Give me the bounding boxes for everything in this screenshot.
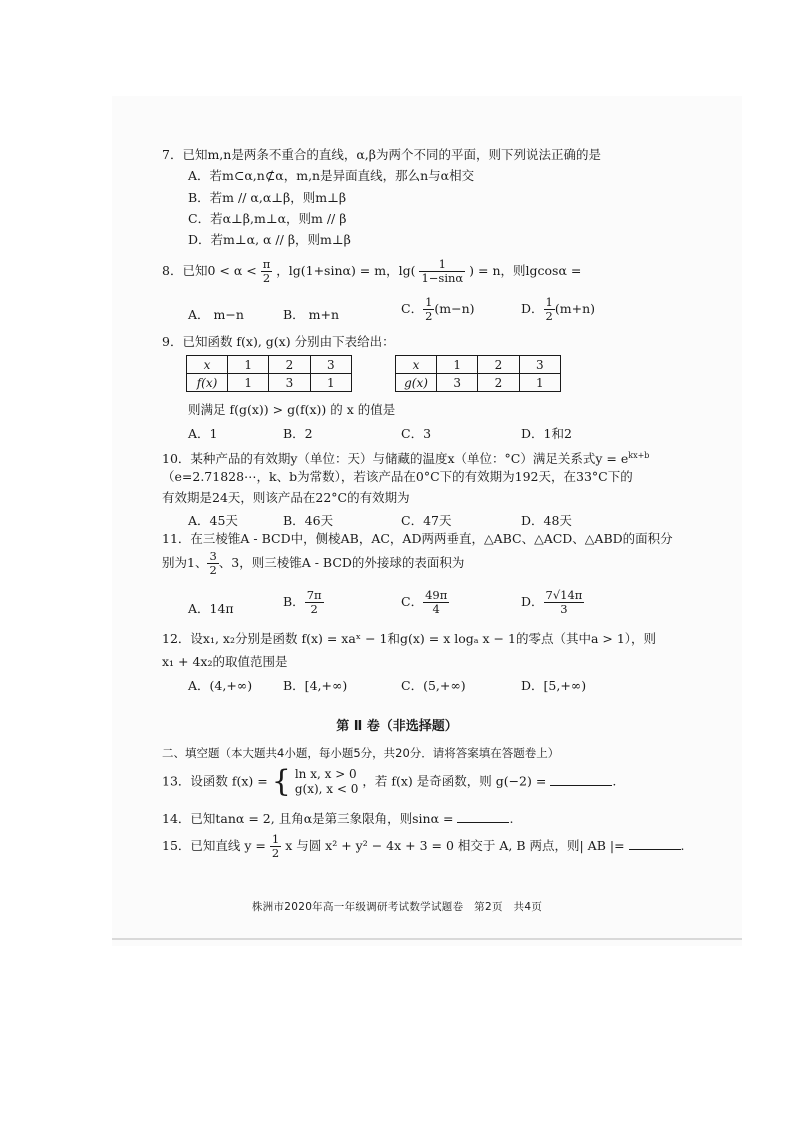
q9-option-a: A．1 xyxy=(188,426,218,441)
q9-option-b: B．2 xyxy=(283,426,313,441)
q11-option-a: A．14π xyxy=(188,601,234,616)
table-g-cell-2: 2 xyxy=(478,374,519,392)
table-g-header-2: 2 xyxy=(478,356,519,374)
q10-line2: （e=2.71828⋯，k、b为常数），若该产品在0°C下的有效期为192天，在33°C下的 xyxy=(162,469,633,484)
q10-option-a: A．45天 xyxy=(188,513,238,528)
q12-option-c: C．(5,+∞) xyxy=(401,678,466,693)
q9-option-c: C．3 xyxy=(401,426,432,441)
page-footer: 株洲市2020年高一年级调研考试数学试题卷 第2页 共4页 xyxy=(251,901,543,913)
q8-mid2: ) = n，则lgcosα = xyxy=(469,263,582,278)
q11-option-b: B． $\frac{7\pi}{2}$ xyxy=(283,588,322,616)
table-g-cell-1: 3 xyxy=(437,374,478,392)
table-g-header-1: 1 xyxy=(437,356,478,374)
table-f-row-label: f(x) xyxy=(187,374,228,392)
q15-answer-blank[interactable] xyxy=(629,837,681,850)
table-g-row-label: g(x) xyxy=(396,374,437,392)
q9-condition: 则满足 f(g(x)) > g(f(x)) 的 x 的值是 xyxy=(188,402,396,417)
section-title: 第 Ⅱ 卷（非选择题） xyxy=(336,719,458,734)
q10-option-b: B．46天 xyxy=(283,513,334,528)
q8-option-b: B． m+n xyxy=(283,307,340,322)
q10-line3: 有效期是24天，则该产品在22°C的有效期为 xyxy=(162,490,410,505)
table-g-header-3: 3 xyxy=(519,356,560,374)
q7-option-b: B．若m // α,α⊥β，则m⊥β xyxy=(188,190,347,205)
q9-stem: 9．已知函数 f(x), g(x) 分别由下表给出： xyxy=(162,334,395,349)
table-f-header-2: 2 xyxy=(269,356,310,374)
table-g xyxy=(395,355,561,392)
q10-exponent: kx+b xyxy=(628,451,650,460)
q8-frac-pi-over-2: $\frac{\pi}{2}$ xyxy=(262,257,271,285)
q11-option-c: C． $\frac{49\pi}{4}$ xyxy=(401,588,448,616)
q10-line1: 10．某种产品的有效期y（单位：天）与储藏的温度x（单位：°C）满足关系式$y = e^{kx+b}$ xyxy=(162,451,650,467)
q7-option-d: D．若m⊥α, α // β，则m⊥β xyxy=(188,232,351,247)
q12-option-d: D．[5,+∞) xyxy=(521,678,587,693)
q8-frac-one-over: $\frac{1}{1-\sin\alpha}$ xyxy=(421,257,464,285)
q12-option-a: A．(4,+∞) xyxy=(188,678,253,693)
table-f-header-x: x xyxy=(187,356,228,374)
q11-line1: 11．在三棱锥A - BCD中，侧棱AB，AC，AD两两垂直，△ABC、△ACD、△ABD的面积分 xyxy=(162,531,673,546)
q8-option-c: C． $\frac{1}{2}$ (m−n) xyxy=(401,295,475,323)
table-f xyxy=(186,355,352,392)
table-f-cell-2: 3 xyxy=(269,374,310,392)
q8-prefix: 8．已知0 < α < xyxy=(162,263,257,278)
q13-line: 13．设函数 f(x) = { ln x, x > 0 g(x), x < 0 ，若 f(x) 是奇函数，则 g(−2) = . xyxy=(162,764,617,799)
q15-line: 15．已知直线 y = $\frac{1}{2}$ x 与圆 x² + y² − 4x + 3 = 0 相交于 A, B 两点，则| AB |= . xyxy=(162,832,685,860)
q13-cases: ln x, x > 0 g(x), x < 0 xyxy=(294,767,359,796)
q13-prefix: 13．设函数 f(x) = xyxy=(162,773,268,789)
fill-in-intro: 二、填空题（本大题共4小题，每小题5分，共20分．请将答案填在答题卷上） xyxy=(162,746,560,760)
table-f-cell-3: 1 xyxy=(310,374,351,392)
q12-option-b: B．[4,+∞) xyxy=(283,678,348,693)
q14-line: 14．已知tanα = 2, 且角α是第三象限角，则sinα = . xyxy=(162,811,514,826)
q7-option-c: C．若α⊥β,m⊥α，则m // β xyxy=(188,211,347,226)
scan-bottom-edge xyxy=(112,938,742,940)
q10-option-c: C．47天 xyxy=(401,513,452,528)
table-f-header-1: 1 xyxy=(228,356,269,374)
q8-option-d: D． $\frac{1}{2}$ (m+n) xyxy=(521,295,595,323)
q13-answer-blank[interactable] xyxy=(550,773,612,786)
q8-mid1: ，lg(1+sinα) = m，lg( xyxy=(276,263,416,278)
q11-option-d: D． $\frac{7√14\pi}{3}$ xyxy=(521,588,583,616)
q12-line1: 12．设x₁, x₂分别是函数 f(x) = xaˣ − 1和g(x) = x logₐ x − 1的零点（其中a > 1），则 xyxy=(162,631,657,646)
q15-frac-1-over-2: $\frac{1}{2}$ xyxy=(271,832,280,860)
q8-option-a: A． m−n xyxy=(188,307,244,322)
q10-option-d: D．48天 xyxy=(521,513,572,528)
table-g-cell-3: 1 xyxy=(519,374,560,392)
q14-answer-blank[interactable] xyxy=(457,810,509,823)
q12-line2: x₁ + 4x₂的取值范围是 xyxy=(162,654,288,669)
table-g-header-x: x xyxy=(396,356,437,374)
q11-line2: 别为1、 $\frac{3}{2}$ 、3，则三棱锥A - BCD的外接球的表面积为 xyxy=(162,549,465,577)
q9-option-d: D．1和2 xyxy=(521,426,572,441)
q7-stem: 7．已知m,n是两条不重合的直线，α,β为两个不同的平面，则下列说法正确的是 xyxy=(162,147,601,162)
table-f-cell-1: 1 xyxy=(228,374,269,392)
table-f-header-3: 3 xyxy=(310,356,351,374)
q13-suffix: ，若 f(x) 是奇函数，则 g(−2) = xyxy=(362,773,547,789)
q11-frac-3-over-2: $\frac{3}{2}$ xyxy=(209,549,217,577)
q8-stem xyxy=(162,258,581,285)
q7-option-a: A．若m⊂α,n⊄α，m,n是异面直线，那么n与α相交 xyxy=(188,168,475,183)
brace-icon: { xyxy=(271,764,291,799)
